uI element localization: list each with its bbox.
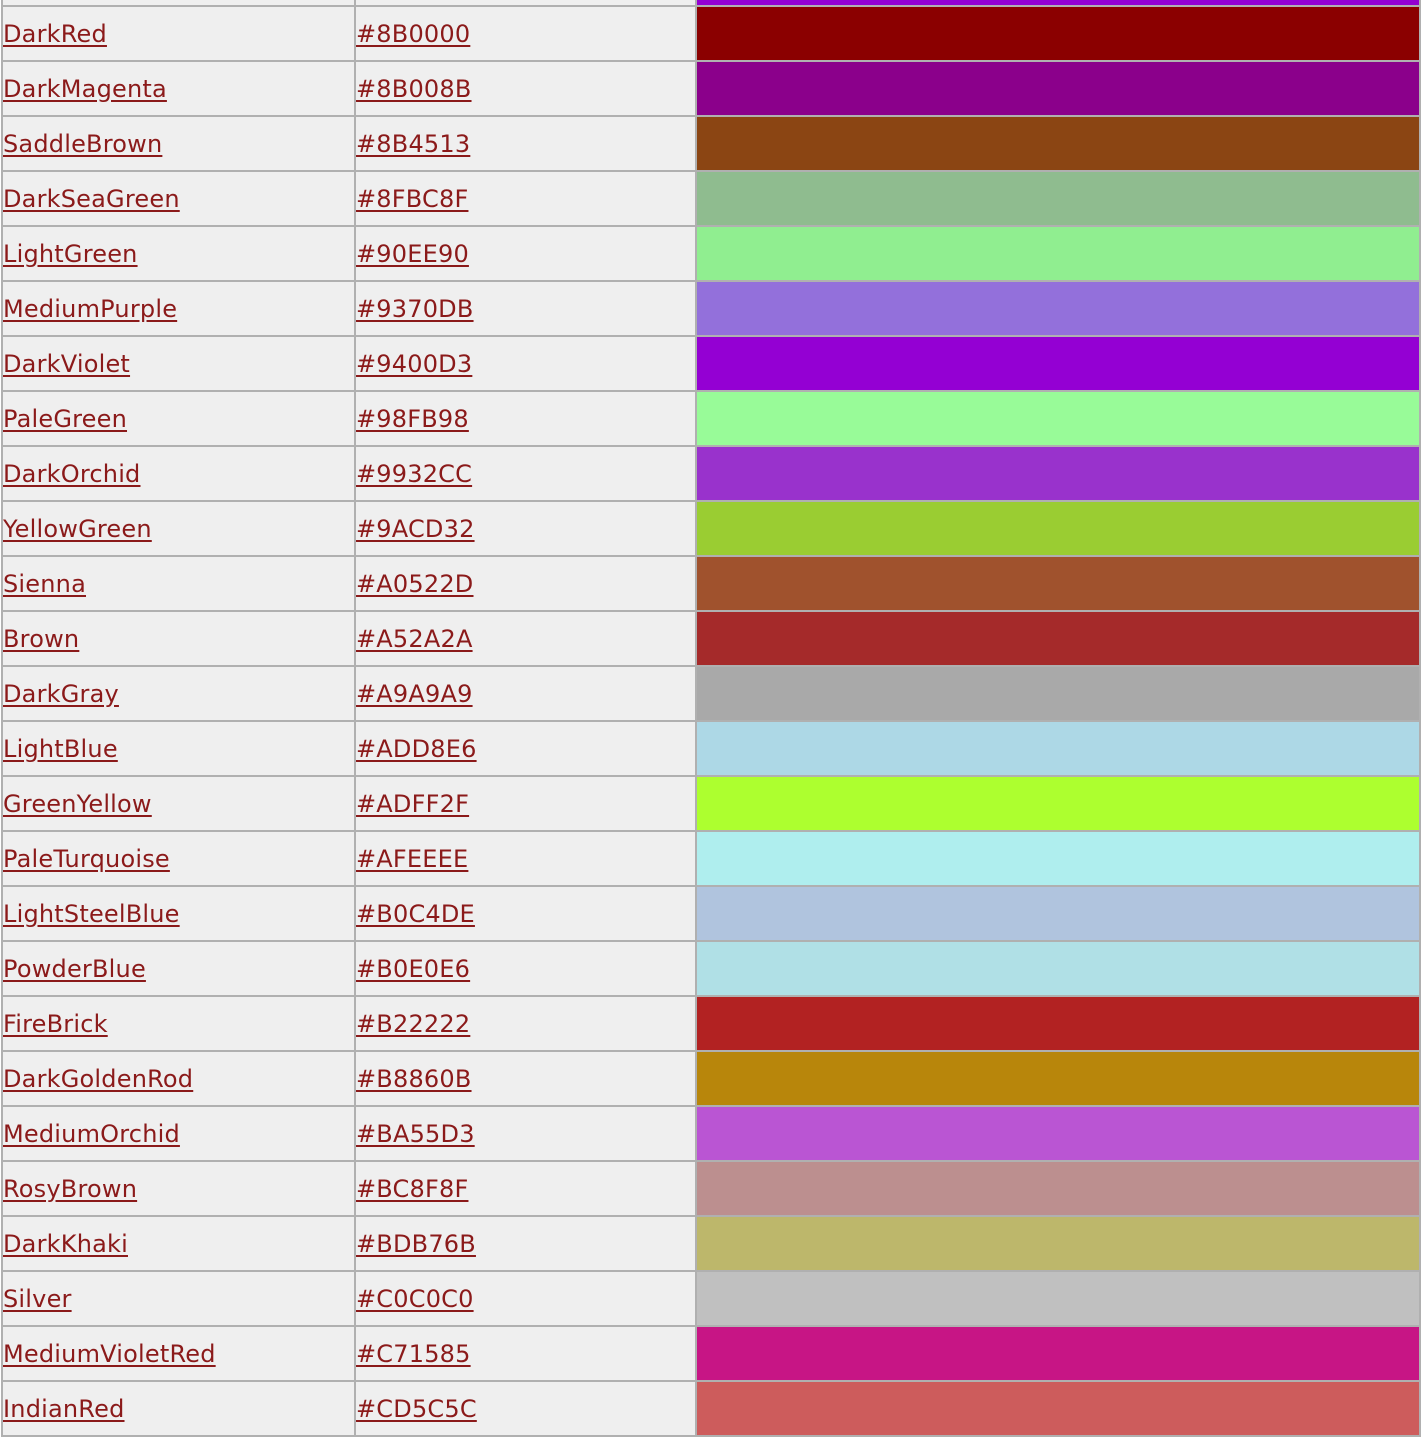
color-swatch-cell bbox=[696, 1051, 1420, 1106]
color-hex-link[interactable]: #BC8F8F bbox=[356, 1174, 469, 1203]
color-hex-link[interactable]: #B22222 bbox=[356, 1009, 471, 1038]
color-hex-link[interactable]: #CD5C5C bbox=[356, 1394, 477, 1423]
color-swatch bbox=[697, 1162, 1419, 1215]
color-name-cell bbox=[2, 116, 355, 171]
color-swatch-cell bbox=[696, 6, 1420, 61]
color-swatch-cell bbox=[696, 336, 1420, 391]
table-row bbox=[2, 116, 1420, 171]
color-name-link[interactable]: Brown bbox=[3, 624, 80, 653]
color-hex-cell bbox=[355, 941, 696, 996]
color-swatch-cell bbox=[696, 1161, 1420, 1216]
color-hex-link[interactable]: #8FBC8F bbox=[356, 184, 469, 213]
color-name-cell bbox=[2, 776, 355, 831]
color-name-cell bbox=[2, 996, 355, 1051]
color-table bbox=[1, 0, 1421, 1437]
color-swatch-cell bbox=[696, 941, 1420, 996]
color-name-cell bbox=[2, 556, 355, 611]
color-hex-cell bbox=[355, 611, 696, 666]
color-name-cell bbox=[2, 831, 355, 886]
color-name-cell bbox=[2, 886, 355, 941]
color-hex-link[interactable]: #A9A9A9 bbox=[356, 679, 473, 708]
table-row bbox=[2, 226, 1420, 281]
color-swatch bbox=[697, 997, 1419, 1050]
color-swatch bbox=[697, 1052, 1419, 1105]
color-name-cell bbox=[2, 391, 355, 446]
color-hex-link[interactable]: #9370DB bbox=[356, 294, 474, 323]
color-name-cell bbox=[2, 1271, 355, 1326]
color-name-link[interactable]: RosyBrown bbox=[3, 1174, 138, 1203]
color-hex-link[interactable]: #C71585 bbox=[356, 1339, 471, 1368]
color-swatch bbox=[697, 1382, 1419, 1435]
color-hex-cell bbox=[355, 666, 696, 721]
table-row bbox=[2, 1161, 1420, 1216]
color-name-link[interactable]: LightGreen bbox=[3, 239, 138, 268]
color-swatch bbox=[697, 1107, 1419, 1160]
color-swatch bbox=[697, 1327, 1419, 1380]
color-hex-cell bbox=[355, 1381, 696, 1436]
color-hex-cell bbox=[355, 1271, 696, 1326]
color-hex-link[interactable]: #A52A2A bbox=[356, 624, 473, 653]
color-hex-cell bbox=[355, 226, 696, 281]
color-hex-link[interactable]: #8B4513 bbox=[356, 129, 471, 158]
table-row bbox=[2, 501, 1420, 556]
color-swatch bbox=[697, 227, 1419, 280]
color-hex-link[interactable]: #8B008B bbox=[356, 74, 472, 103]
table-row bbox=[2, 61, 1420, 116]
color-name-link[interactable]: LightSteelBlue bbox=[3, 899, 180, 928]
color-name-cell bbox=[2, 941, 355, 996]
color-hex-cell bbox=[355, 886, 696, 941]
color-swatch bbox=[697, 392, 1419, 445]
table-row bbox=[2, 666, 1420, 721]
table-row bbox=[2, 446, 1420, 501]
color-name-link[interactable]: Sienna bbox=[3, 569, 86, 598]
color-swatch-cell bbox=[696, 171, 1420, 226]
color-name-link[interactable]: SaddleBrown bbox=[3, 129, 163, 158]
color-hex-link[interactable]: #B0C4DE bbox=[356, 899, 475, 928]
color-name-link[interactable]: LightBlue bbox=[3, 734, 118, 763]
color-swatch bbox=[697, 282, 1419, 335]
color-hex-link[interactable]: #B0E0E6 bbox=[356, 954, 471, 983]
color-hex-cell bbox=[355, 776, 696, 831]
color-swatch-cell bbox=[696, 446, 1420, 501]
color-swatch bbox=[697, 337, 1419, 390]
color-hex-cell bbox=[355, 116, 696, 171]
color-name-link[interactable]: DarkGray bbox=[3, 679, 119, 708]
color-swatch bbox=[697, 62, 1419, 115]
color-name-cell bbox=[2, 226, 355, 281]
color-name-link[interactable]: Silver bbox=[3, 1284, 72, 1313]
color-hex-cell bbox=[355, 171, 696, 226]
color-name-cell bbox=[2, 1216, 355, 1271]
color-name-cell bbox=[2, 281, 355, 336]
color-swatch-cell bbox=[696, 1326, 1420, 1381]
color-name-cell bbox=[2, 61, 355, 116]
table-row bbox=[2, 1381, 1420, 1436]
color-hex-link[interactable]: #B8860B bbox=[356, 1064, 472, 1093]
color-swatch bbox=[697, 667, 1419, 720]
color-hex-cell bbox=[355, 1051, 696, 1106]
table-row bbox=[2, 611, 1420, 666]
color-name-link[interactable]: DarkKhaki bbox=[3, 1229, 128, 1258]
color-name-cell bbox=[2, 1326, 355, 1381]
table-row bbox=[2, 6, 1420, 61]
color-name-cell bbox=[2, 611, 355, 666]
color-name-link[interactable]: MediumVioletRed bbox=[3, 1339, 216, 1368]
color-name-link[interactable]: PaleGreen bbox=[3, 404, 128, 433]
color-swatch bbox=[697, 117, 1419, 170]
color-swatch-cell bbox=[696, 556, 1420, 611]
color-swatch bbox=[697, 557, 1419, 610]
table-row bbox=[2, 776, 1420, 831]
color-swatch bbox=[697, 447, 1419, 500]
color-name-cell bbox=[2, 171, 355, 226]
table-row bbox=[2, 171, 1420, 226]
color-swatch-cell bbox=[696, 611, 1420, 666]
color-swatch-cell bbox=[696, 1381, 1420, 1436]
color-hex-link[interactable]: #BDB76B bbox=[356, 1229, 476, 1258]
color-hex-cell bbox=[355, 281, 696, 336]
color-hex-cell bbox=[355, 996, 696, 1051]
color-swatch bbox=[697, 777, 1419, 830]
color-hex-cell bbox=[355, 501, 696, 556]
color-hex-link[interactable]: #9932CC bbox=[356, 459, 473, 488]
color-name-link[interactable]: DarkRed bbox=[3, 19, 107, 48]
table-row bbox=[2, 1106, 1420, 1161]
color-name-link[interactable]: PaleTurquoise bbox=[3, 844, 170, 873]
color-name-link[interactable]: GreenYellow bbox=[3, 789, 152, 818]
color-hex-cell bbox=[355, 1161, 696, 1216]
color-swatch bbox=[697, 1272, 1419, 1325]
table-row bbox=[2, 281, 1420, 336]
color-hex-cell bbox=[355, 831, 696, 886]
color-name-link[interactable]: DarkOrchid bbox=[3, 459, 141, 488]
color-swatch bbox=[697, 832, 1419, 885]
color-hex-link[interactable]: #98FB98 bbox=[356, 404, 469, 433]
color-hex-cell bbox=[355, 6, 696, 61]
color-hex-link[interactable]: #90EE90 bbox=[356, 239, 469, 268]
color-hex-link[interactable]: #A0522D bbox=[356, 569, 474, 598]
color-hex-link[interactable]: #AFEEEE bbox=[356, 844, 469, 873]
color-name-link[interactable]: IndianRed bbox=[3, 1394, 125, 1423]
color-hex-cell bbox=[355, 391, 696, 446]
color-name-cell bbox=[2, 1051, 355, 1106]
color-swatch bbox=[697, 172, 1419, 225]
color-swatch-cell bbox=[696, 501, 1420, 556]
color-swatch-cell bbox=[696, 1106, 1420, 1161]
table-row bbox=[2, 556, 1420, 611]
table-row bbox=[2, 831, 1420, 886]
color-name-link[interactable]: DarkViolet bbox=[3, 349, 131, 378]
table-row bbox=[2, 1326, 1420, 1381]
color-name-link[interactable]: DarkMagenta bbox=[3, 74, 167, 103]
color-name-cell bbox=[2, 336, 355, 391]
color-swatch-cell bbox=[696, 281, 1420, 336]
color-name-link[interactable]: FireBrick bbox=[3, 1009, 108, 1038]
table-row bbox=[2, 996, 1420, 1051]
color-table-body bbox=[2, 0, 1420, 1436]
color-name-cell bbox=[2, 6, 355, 61]
color-swatch-cell bbox=[696, 226, 1420, 281]
color-swatch bbox=[697, 887, 1419, 940]
color-name-link[interactable]: MediumPurple bbox=[3, 294, 178, 323]
color-swatch bbox=[697, 1217, 1419, 1270]
color-name-cell bbox=[2, 1106, 355, 1161]
color-swatch-cell bbox=[696, 831, 1420, 886]
table-row bbox=[2, 1216, 1420, 1271]
color-hex-link[interactable]: #BA55D3 bbox=[356, 1119, 475, 1148]
color-hex-link[interactable]: #9400D3 bbox=[356, 349, 473, 378]
table-row bbox=[2, 886, 1420, 941]
color-name-cell bbox=[2, 721, 355, 776]
color-name-link[interactable]: PowderBlue bbox=[3, 954, 146, 983]
color-swatch-cell bbox=[696, 391, 1420, 446]
color-name-cell bbox=[2, 1381, 355, 1436]
color-swatch-cell bbox=[696, 996, 1420, 1051]
color-swatch-cell bbox=[696, 721, 1420, 776]
color-swatch bbox=[697, 0, 1419, 5]
color-swatch bbox=[697, 7, 1419, 60]
color-swatch bbox=[697, 612, 1419, 665]
table-row bbox=[2, 391, 1420, 446]
table-row bbox=[2, 1051, 1420, 1106]
table-row bbox=[2, 721, 1420, 776]
color-hex-link[interactable]: #C0C0C0 bbox=[356, 1284, 474, 1313]
color-swatch-cell bbox=[696, 1271, 1420, 1326]
table-row bbox=[2, 941, 1420, 996]
color-name-cell bbox=[2, 501, 355, 556]
color-name-link[interactable]: DarkSeaGreen bbox=[3, 184, 180, 213]
color-hex-link[interactable]: #ADD8E6 bbox=[356, 734, 477, 763]
color-name-cell bbox=[2, 666, 355, 721]
color-swatch bbox=[697, 502, 1419, 555]
color-hex-link[interactable]: #8B0000 bbox=[356, 19, 471, 48]
color-hex-cell bbox=[355, 721, 696, 776]
color-hex-cell bbox=[355, 1326, 696, 1381]
table-row bbox=[2, 336, 1420, 391]
color-hex-cell bbox=[355, 336, 696, 391]
color-name-link[interactable]: MediumOrchid bbox=[3, 1119, 180, 1148]
color-hex-link[interactable]: #ADFF2F bbox=[356, 789, 470, 818]
color-swatch-cell bbox=[696, 61, 1420, 116]
color-swatch-cell bbox=[696, 886, 1420, 941]
color-name-cell bbox=[2, 446, 355, 501]
color-hex-cell bbox=[355, 556, 696, 611]
color-swatch bbox=[697, 942, 1419, 995]
color-swatch-cell bbox=[696, 1216, 1420, 1271]
color-swatch bbox=[697, 722, 1419, 775]
color-name-link[interactable]: DarkGoldenRod bbox=[3, 1064, 194, 1093]
color-swatch-cell bbox=[696, 776, 1420, 831]
color-hex-cell bbox=[355, 61, 696, 116]
color-swatch-cell bbox=[696, 116, 1420, 171]
color-name-cell bbox=[2, 1161, 355, 1216]
color-hex-link[interactable]: #9ACD32 bbox=[356, 514, 475, 543]
color-hex-cell bbox=[355, 446, 696, 501]
color-name-link[interactable]: YellowGreen bbox=[3, 514, 152, 543]
color-hex-cell bbox=[355, 1106, 696, 1161]
table-row bbox=[2, 1271, 1420, 1326]
color-hex-cell bbox=[355, 1216, 696, 1271]
color-swatch-cell bbox=[696, 666, 1420, 721]
